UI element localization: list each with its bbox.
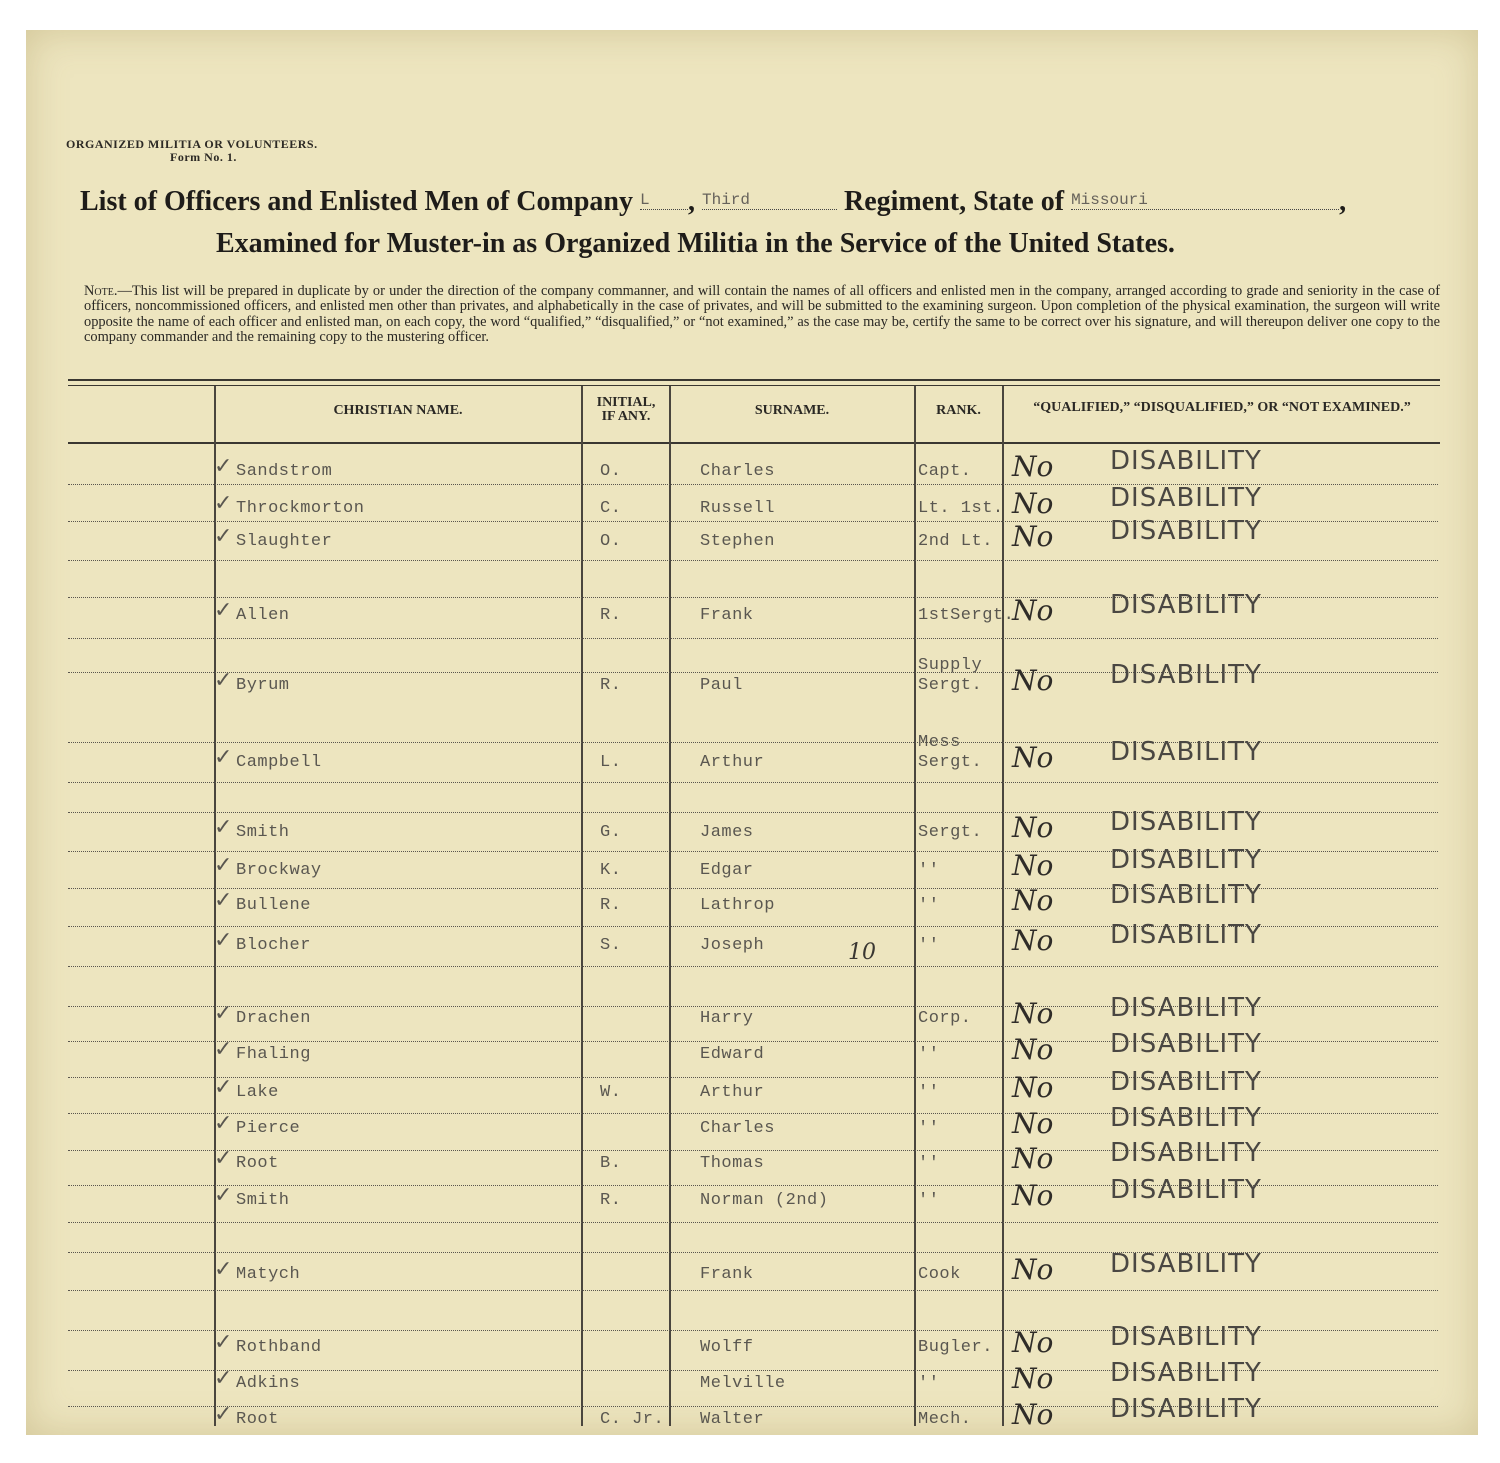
status-handwritten: No [1012,487,1054,520]
status-stamp: DISABILITY [1110,1067,1262,1097]
initial-cell: C. Jr. [600,1410,665,1429]
christian-name-cell: Throckmorton [236,499,365,518]
initial-cell: S. [600,936,622,955]
check-mark-icon: ✓ [214,1001,233,1026]
company-field: L [640,191,688,210]
initial-cell: O. [600,532,622,551]
initial-cell: C. [600,499,622,518]
rank-cell: Mess Sergt. [918,733,983,772]
state-field: Missouri [1071,191,1339,210]
form-title-line2: Examined for Muster-in as Organized Militia in the Service of the United States. [216,228,1175,259]
table-top-rule [68,379,1440,381]
status-handwritten: No [1012,1033,1054,1066]
surname-cell: Norman (2nd) [700,1191,829,1210]
row-line [68,782,1438,783]
initial-cell: R. [600,896,622,915]
header-bottom-rule [68,442,1440,444]
check-mark-icon: ✓ [214,928,233,953]
surname-cell: Thomas [700,1154,765,1173]
header-surname: SURNAME. [754,403,830,418]
check-mark-icon: ✓ [214,598,233,623]
form-identifier [66,138,318,164]
christian-name-cell: Brockway [236,861,322,880]
status-stamp: DISABILITY [1110,993,1262,1023]
status-handwritten: No [1012,594,1054,627]
surname-cell: Edgar [700,861,754,880]
status-stamp: DISABILITY [1110,845,1262,875]
christian-name-cell: Campbell [236,753,322,772]
check-mark-icon: ✓ [214,1146,233,1171]
christian-name-cell: Bullene [236,896,311,915]
christian-name-cell: Blocher [236,936,311,955]
initial-cell: B. [600,1154,622,1173]
status-handwritten: No [1012,1142,1054,1175]
check-mark-icon: ✓ [214,454,233,479]
form-header-line1: ORGANIZED MILITIA OR VOLUNTEERS. [66,137,318,151]
surname-cell: Arthur [700,1083,765,1102]
rank-cell: '' [918,861,940,880]
form-title-line1 [80,186,1346,218]
status-stamp: DISABILITY [1110,880,1262,910]
status-stamp: DISABILITY [1110,1138,1262,1168]
christian-name-cell: Allen [236,606,290,625]
rank-cell: Lt. 1st. [918,499,1004,518]
check-mark-icon: ✓ [214,1075,233,1100]
surname-cell: Stephen [700,532,775,551]
christian-name-cell: Sandstrom [236,462,333,481]
christian-name-cell: Rothband [236,1338,322,1357]
rank-cell: 1stSergt. [918,606,1015,625]
status-stamp: DISABILITY [1110,1175,1262,1205]
status-handwritten: No [1012,450,1054,483]
status-handwritten: No [1012,1071,1054,1104]
christian-name-cell: Root [236,1154,279,1173]
status-handwritten: No [1012,1179,1054,1212]
check-mark-icon: ✓ [214,888,233,913]
surname-cell: Walter [700,1410,765,1429]
status-handwritten: No [1012,1398,1054,1431]
status-handwritten: No [1012,1362,1054,1395]
christian-name-cell: Smith [236,1191,290,1210]
row-line [68,1290,1438,1291]
status-stamp: DISABILITY [1110,1249,1262,1279]
check-mark-icon: ✓ [214,815,233,840]
row-line [68,638,1438,639]
check-mark-icon: ✓ [214,1183,233,1208]
surname-cell: James [700,823,754,842]
rank-cell: Cook [918,1265,961,1284]
initial-cell: L. [600,753,622,772]
initial-cell: O. [600,462,622,481]
header-initial: INITIAL, IF ANY. [596,395,656,424]
row-line [68,966,1438,967]
status-stamp: DISABILITY [1110,1322,1262,1352]
check-mark-icon: ✓ [214,745,233,770]
status-stamp: DISABILITY [1110,737,1262,767]
status-stamp: DISABILITY [1110,660,1262,690]
status-handwritten: No [1012,811,1054,844]
instructions-note [84,284,1440,346]
form-number: Form No. 1. [170,150,237,164]
row-line [68,560,1438,561]
christian-name-cell: Byrum [236,676,290,695]
title-end-comma: , [1339,186,1347,217]
status-stamp: DISABILITY [1110,920,1262,950]
check-mark-icon: ✓ [214,853,233,878]
status-handwritten: No [1012,1326,1054,1359]
status-stamp: DISABILITY [1110,1029,1262,1059]
rank-cell: 2nd Lt. [918,532,993,551]
check-mark-icon: ✓ [214,524,233,549]
surname-cell: Charles [700,462,775,481]
status-handwritten: No [1012,741,1054,774]
rank-cell: '' [918,1374,940,1393]
surname-cell: Russell [700,499,775,518]
rank-cell: Corp. [918,1009,972,1028]
surname-cell: Edward [700,1045,765,1064]
title-part1: List of Officers and Enlisted Men of Company [80,186,633,217]
handwritten-annotation: 10 [848,940,876,965]
check-mark-icon: ✓ [214,668,233,693]
surname-cell: Wolff [700,1338,754,1357]
surname-cell: Frank [700,606,754,625]
status-stamp: DISABILITY [1110,1103,1262,1133]
christian-name-cell: Pierce [236,1119,301,1138]
status-handwritten: No [1012,997,1054,1030]
rank-cell: Capt. [918,462,972,481]
rank-cell: '' [918,1045,940,1064]
status-handwritten: No [1012,884,1054,917]
note-body: —This list will be prepared in duplicate by or under the direction of the company commanner, and will contain the names of all officers and enlisted men in the company, arranged according to grade and seniority in the case of officers, noncommissioned officers, and enlisted men other than privates, and alphabetically in the case of privates, and will be submitted to the examining surgeon. Upon completion of the physical examination, the surgeon will write opposite the name of each officer and enlisted man, on each copy, the word “qualified,” “disqualified,” or “not examined,” as the case may be, certify the same to be correct over his signature, and will thereupon deliver one copy to the company commander and the remaining copy to the mustering officer. [84,283,1440,346]
rank-cell: Supply Sergt. [918,656,983,695]
column-divider [581,386,583,1426]
column-divider [1002,386,1004,1426]
status-handwritten: No [1012,1107,1054,1140]
rank-cell: Mech. [918,1410,972,1429]
surname-cell: Paul [700,676,743,695]
christian-name-cell: Root [236,1410,279,1429]
status-stamp: DISABILITY [1110,516,1262,546]
surname-cell: Harry [700,1009,754,1028]
title-comma: , [688,186,695,217]
rank-cell: '' [918,1154,940,1173]
header-christian-name: CHRISTIAN NAME. [333,403,463,418]
surname-cell: Charles [700,1119,775,1138]
column-divider [914,386,916,1426]
status-handwritten: No [1012,520,1054,553]
check-mark-icon: ✓ [214,1402,233,1427]
status-handwritten: No [1012,849,1054,882]
surname-cell: Lathrop [700,896,775,915]
row-line [68,1222,1438,1223]
note-lead: Note. [84,283,118,299]
christian-name-cell: Smith [236,823,290,842]
check-mark-icon: ✓ [214,1037,233,1062]
status-handwritten: No [1012,924,1054,957]
christian-name-cell: Matych [236,1265,301,1284]
status-stamp: DISABILITY [1110,483,1262,513]
surname-cell: Arthur [700,753,765,772]
christian-name-cell: Fhaling [236,1045,311,1064]
header-rank: RANK. [936,403,981,418]
status-stamp: DISABILITY [1110,590,1262,620]
rank-cell: '' [918,1191,940,1210]
status-stamp: DISABILITY [1110,1358,1262,1388]
column-divider [669,386,671,1426]
check-mark-icon: ✓ [214,491,233,516]
rank-cell: '' [918,896,940,915]
christian-name-cell: Drachen [236,1009,311,1028]
surname-cell: Frank [700,1265,754,1284]
surname-cell: Melville [700,1374,786,1393]
christian-name-cell: Lake [236,1083,279,1102]
surname-cell: Joseph [700,936,765,955]
christian-name-cell: Slaughter [236,532,333,551]
initial-cell: K. [600,861,622,880]
initial-cell: R. [600,606,622,625]
status-handwritten: No [1012,1253,1054,1286]
check-mark-icon: ✓ [214,1111,233,1136]
check-mark-icon: ✓ [214,1257,233,1282]
check-mark-icon: ✓ [214,1366,233,1391]
status-stamp: DISABILITY [1110,446,1262,476]
status-stamp: DISABILITY [1110,1394,1262,1424]
check-mark-icon: ✓ [214,1330,233,1355]
regiment-field: Third [702,191,837,210]
christian-name-cell: Adkins [236,1374,301,1393]
rank-cell: '' [918,1119,940,1138]
rank-cell: Sergt. [918,823,983,842]
header-status: “QUALIFIED,” “DISQUALIFIED,” OR “NOT EXAMINED.” [1033,400,1411,415]
rank-cell: Bugler. [918,1338,993,1357]
initial-cell: R. [600,1191,622,1210]
rank-cell: '' [918,1083,940,1102]
initial-cell: G. [600,823,622,842]
initial-cell: R. [600,676,622,695]
status-handwritten: No [1012,664,1054,697]
title-part2: Regiment, State of [844,186,1065,217]
table-top-rule-thin [68,385,1440,386]
rank-cell: '' [918,936,940,955]
status-stamp: DISABILITY [1110,807,1262,837]
initial-cell: W. [600,1083,622,1102]
